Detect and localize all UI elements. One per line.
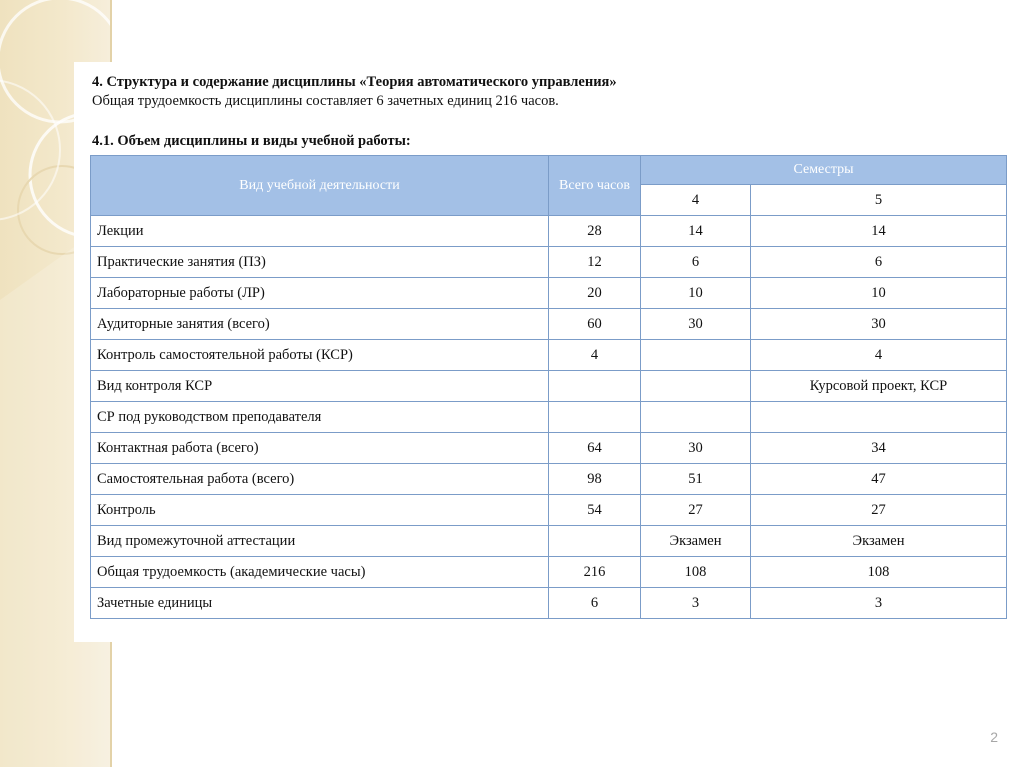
row-semester-4: Экзамен (641, 526, 751, 557)
row-label: Практические занятия (ПЗ) (91, 247, 549, 278)
row-total (549, 526, 641, 557)
header-activity: Вид учебной деятельности (91, 156, 549, 216)
document-content (74, 62, 1020, 642)
table-row (91, 526, 1007, 557)
row-semester-5: 3 (751, 588, 1007, 619)
row-semester-4: 14 (641, 216, 751, 247)
row-label: Вид контроля КСР (91, 371, 549, 402)
row-label: Лабораторные работы (ЛР) (91, 278, 549, 309)
row-semester-4 (641, 340, 751, 371)
row-semester-5: 6 (751, 247, 1007, 278)
subsection-title: 4.1. Объем дисциплины и виды учебной работы: (92, 133, 411, 149)
row-semester-5: 14 (751, 216, 1007, 247)
row-label: Лекции (91, 216, 549, 247)
row-label: Контроль (91, 495, 549, 526)
header-semester-5: 5 (751, 185, 1007, 216)
row-semester-4: 3 (641, 588, 751, 619)
table-row (91, 309, 1007, 340)
row-semester-4 (641, 371, 751, 402)
row-semester-4: 108 (641, 557, 751, 588)
row-semester-5: Экзамен (751, 526, 1007, 557)
table-row (91, 371, 1007, 402)
total-workload-text: Общая трудоемкость дисциплины составляет 6 зачетных единиц 216 часов. (92, 93, 559, 109)
row-semester-4: 27 (641, 495, 751, 526)
row-total: 20 (549, 278, 641, 309)
table-row (91, 216, 1007, 247)
table-row (91, 340, 1007, 371)
row-total: 54 (549, 495, 641, 526)
row-semester-4: 30 (641, 309, 751, 340)
table-row (91, 557, 1007, 588)
row-total (549, 371, 641, 402)
row-semester-5: 47 (751, 464, 1007, 495)
table-row (91, 433, 1007, 464)
row-total: 60 (549, 309, 641, 340)
row-label: Аудиторные занятия (всего) (91, 309, 549, 340)
row-semester-4: 10 (641, 278, 751, 309)
table-row (91, 247, 1007, 278)
row-semester-4 (641, 402, 751, 433)
header-total-hours: Всего часов (549, 156, 641, 216)
workload-table (90, 155, 1007, 619)
row-semester-5: 4 (751, 340, 1007, 371)
table-body (91, 216, 1007, 619)
page-number: 2 (990, 729, 998, 745)
row-total: 6 (549, 588, 641, 619)
table-row (91, 588, 1007, 619)
row-label: Зачетные единицы (91, 588, 549, 619)
row-total: 12 (549, 247, 641, 278)
row-semester-4: 30 (641, 433, 751, 464)
row-semester-4: 51 (641, 464, 751, 495)
table-row (91, 278, 1007, 309)
row-label: Контактная работа (всего) (91, 433, 549, 464)
row-total: 64 (549, 433, 641, 464)
row-semester-5: 27 (751, 495, 1007, 526)
header-semester-4: 4 (641, 185, 751, 216)
row-semester-5 (751, 402, 1007, 433)
row-semester-5: 34 (751, 433, 1007, 464)
table-row (91, 402, 1007, 433)
row-total: 28 (549, 216, 641, 247)
row-label: Контроль самостоятельной работы (КСР) (91, 340, 549, 371)
table-row (91, 464, 1007, 495)
row-total: 98 (549, 464, 641, 495)
row-label: Вид промежуточной аттестации (91, 526, 549, 557)
row-semester-4: 6 (641, 247, 751, 278)
row-label: Общая трудоемкость (академические часы) (91, 557, 549, 588)
header-semesters: Семестры (641, 156, 1007, 185)
row-semester-5: Курсовой проект, КСР (751, 371, 1007, 402)
row-label: Самостоятельная работа (всего) (91, 464, 549, 495)
table-row (91, 495, 1007, 526)
row-semester-5: 10 (751, 278, 1007, 309)
row-total: 4 (549, 340, 641, 371)
row-semester-5: 30 (751, 309, 1007, 340)
row-total (549, 402, 641, 433)
section-title: 4. Структура и содержание дисциплины «Теория автоматического управления» (92, 74, 617, 90)
row-semester-5: 108 (751, 557, 1007, 588)
row-label: СР под руководством преподавателя (91, 402, 549, 433)
row-total: 216 (549, 557, 641, 588)
